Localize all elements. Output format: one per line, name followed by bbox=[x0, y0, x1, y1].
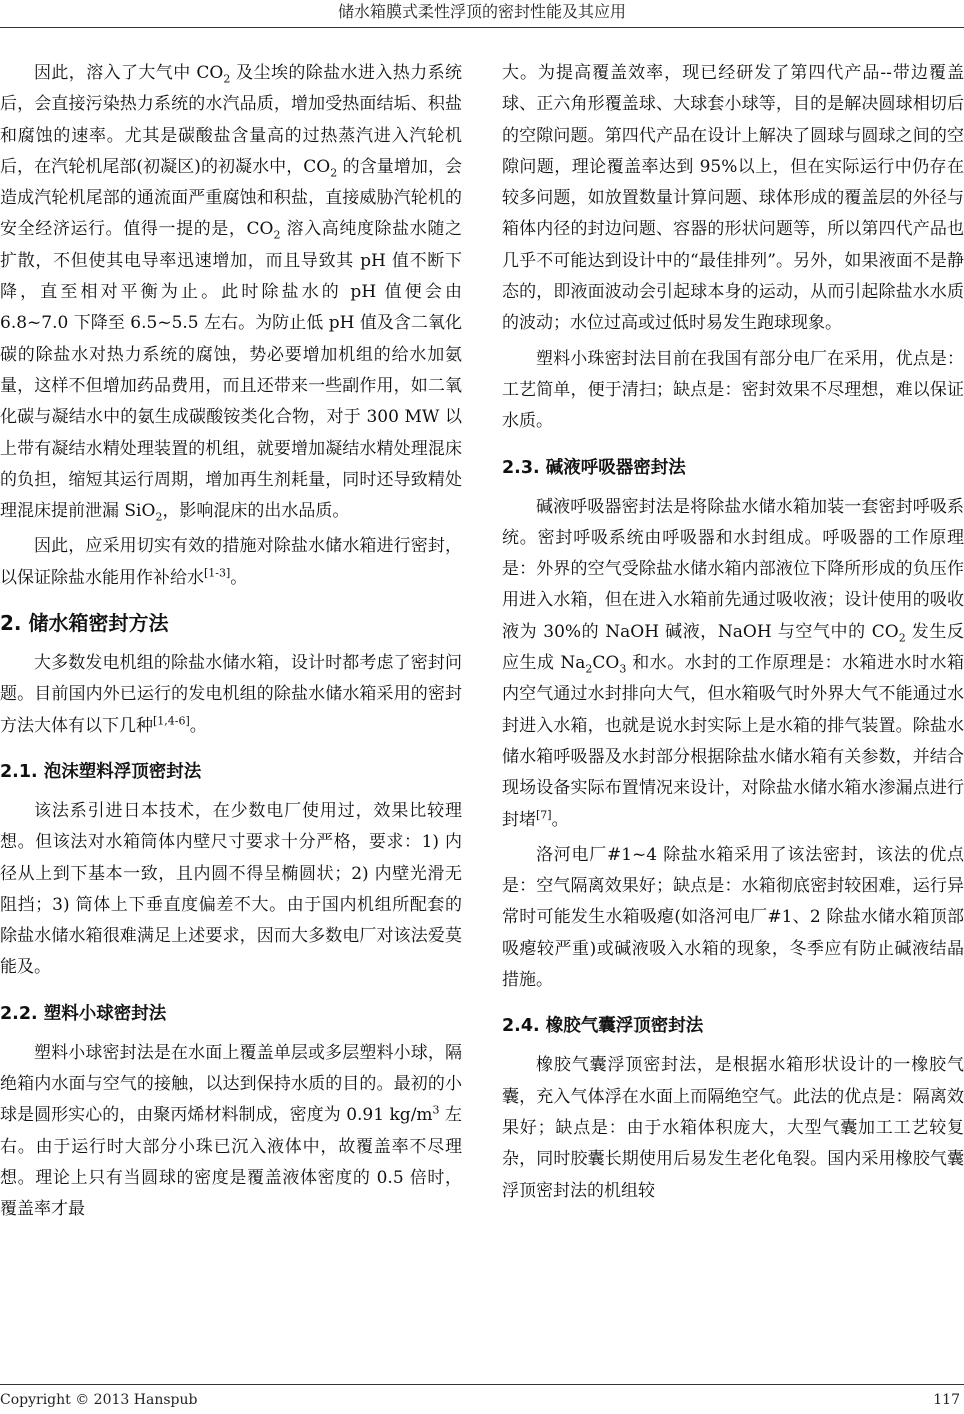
header-rule bbox=[0, 27, 964, 28]
section-heading-2-4: 2.4. 橡胶气囊浮顶密封法 bbox=[502, 1016, 704, 1037]
right-column bbox=[502, 58, 964, 1207]
citation: [1,4-6] bbox=[153, 713, 190, 727]
section-heading-2-1: 2.1. 泡沫塑料浮顶密封法 bbox=[0, 761, 202, 782]
section-heading-2-2: 2.2. 塑料小球密封法 bbox=[0, 1003, 167, 1024]
running-header: 储水箱膜式柔性浮顶的密封性能及其应用 bbox=[337, 2, 626, 21]
paragraph-rubber-airbag: 橡胶气囊浮顶密封法，是根据水箱形状设计的一橡胶气囊，充入气体浮在水面上而隔绝空气。此法的优点是：隔离效果好；缺点是：由于水箱体积庞大，大型气囊加工工艺较复杂，同时胶囊长期使用后易发生老化龟裂。国内采用橡胶气囊浮顶密封法的机组较 bbox=[502, 1055, 964, 1201]
section-heading-2: 2. 储水箱密封方法 bbox=[0, 611, 169, 636]
page-number: 117 bbox=[933, 1392, 960, 1408]
paragraph-plastic-balls: 塑料小球密封法是在水面上覆盖单层或多层塑料小球，隔绝箱内水面与空气的接触，以达到保持水质的目的。最初的小球是圆形实心的，由聚丙烯材料制成，密度为 0.91 $kg/m^3$ 左右。由于运行时大部分小珠已沉入液体中，故覆盖率不尽理想。理论上只有当圆球的密度是覆盖液体密度的 0.5 倍时，覆盖率才最 bbox=[0, 1042, 462, 1220]
paragraph-plastic-balls-cont: 大。为提高覆盖效率，现已经研发了第四代产品--带边覆盖球、正六角形覆盖球、大球套小球等，目的是解决圆球相切后的空隙问题。第四代产品在设计上解决了圆球与圆球之间的空隙问题，理论覆盖率达到 95%以上，但在实际运行中仍存在较多问题，如放置数量计算问题、球体形成的覆盖层的外径与箱体内径的封边问题、容器的形状问题等，所以第四代产品也几乎不可能达到设计中的“最佳排列”。另外，如果液面不是静态的，即液面波动会引起球本身的运动，从而引起除盐水水质的波动；水位过高或过低时易发生跑球现象。 bbox=[502, 63, 964, 334]
paragraph-foam-float: 该法系引进日本技术，在少数电厂使用过，效果比较理想。但该法对水箱筒体内壁尺寸要求十分严格，要求：1) 内径从上到下基本一致，且内圆不得呈椭圆状；2) 内壁光滑无阻挡；3) 筒体上下垂直度偏差不大。由于国内机组所配套的除盐水储水箱很难满足上述要求，因而大多数电厂对该法爱莫能及。 bbox=[0, 800, 462, 978]
citation: [1-3] bbox=[204, 566, 231, 580]
paragraph-plastic-balls-pros-cons: 塑料小珠密封法目前在我国有部分电厂在采用，优点是：工艺简单，便于清扫；缺点是：密封效果不尽理想，难以保证水质。 bbox=[502, 348, 964, 432]
paragraph-alkali-breather: 碱液呼吸器密封法是将除盐水储水箱加装一套密封呼吸系统。密封呼吸系统由呼吸器和水封组成。呼吸器的工作原理是：外界的空气受除盐水储水箱内部液位下降所形成的负压作用进入水箱，但在进入水箱前先通过吸收液；设计使用的吸收液为 30%的 NaOH 碱液，NaOH 与空气中的 $CO_2$ 发生反应生成 $Na_2CO_3$ 和水。水封的工作原理是：水箱进水时水箱内空气通过水封排向大气，但水箱吸气时外界大气不能通过水封进入水箱，也就是说水封实际上是水箱的排气装置。除盐水储水箱呼吸器及水封部分根据除盐水储水箱有关参数，并结合现场设备实际布置情况来设计，对除盐水储水箱水渗漏点进行封堵[7]。 bbox=[502, 496, 964, 830]
page-footer bbox=[0, 1392, 964, 1412]
citation: [7] bbox=[536, 807, 552, 821]
paragraph-luohe-case: 洛河电厂#1~4 除盐水箱采用了该法密封，该法的优点是：空气隔离效果好；缺点是：水箱彻底密封较困难，运行异常时可能发生水箱吸瘪(如洛河电厂#1、2 除盐水储水箱顶部吸瘪较严重)或碱液吸入水箱的现象，冬季应有防止碱液结晶措施。 bbox=[502, 844, 964, 991]
paragraph-sealing-need: 因此，应采用切实有效的措施对除盐水储水箱进行密封，以保证除盐水能用作补给水[1-3]。 bbox=[0, 536, 462, 588]
paragraph-co2-impact: 因此，溶入了大气中 $CO_2$ 及尘埃的除盐水进入热力系统后，会直接污染热力系统的水汽品质，增加受热面结垢、积盐和腐蚀的速率。尤其是碳酸盐含量高的过热蒸汽进入汽轮机后，在汽轮机尾部(初凝区)的初凝水中，$CO_2$ 的含量增加，会造成汽轮机尾部的通流面严重腐蚀和积盐，直接威胁汽轮机的安全经济运行。值得一提的是，$CO_2$ 溶入高纯度除盐水随之扩散，不但使其电导率迅速增加，而且导致其 pH 值不断下降，直至相对平衡为止。此时除盐水的 pH 值便会由 6.8~7.0 下降至 6.5~5.5 左右。为防止低 pH 值及含二氧化碳的除盐水对热力系统的腐蚀，势必要增加机组的给水加氨量，这样不但增加药品费用，而且还带来一些副作用，如二氧化碳与凝结水中的氨生成碳酸铵类化合物，对于 300 MW 以上带有凝结水精处理装置的机组，就要增加凝结水精处理混床的负担，缩短其运行周期，增加再生剂耗量，同时还导致精处理混床提前泄漏 SiO$_2$，影响混床的出水品质。 bbox=[0, 63, 462, 524]
footer-rule bbox=[0, 1384, 964, 1385]
copyright-notice: Copyright © 2013 Hanspub bbox=[0, 1392, 198, 1408]
paragraph-methods-intro: 大多数发电机组的除盐水储水箱，设计时都考虑了密封问题。目前国内外已运行的发电机组的除盐水储水箱采用的密封方法大体有以下几种[1,4-6]。 bbox=[0, 653, 462, 736]
section-heading-2-3: 2.3. 碱液呼吸器密封法 bbox=[502, 457, 686, 478]
left-column bbox=[0, 58, 462, 1226]
